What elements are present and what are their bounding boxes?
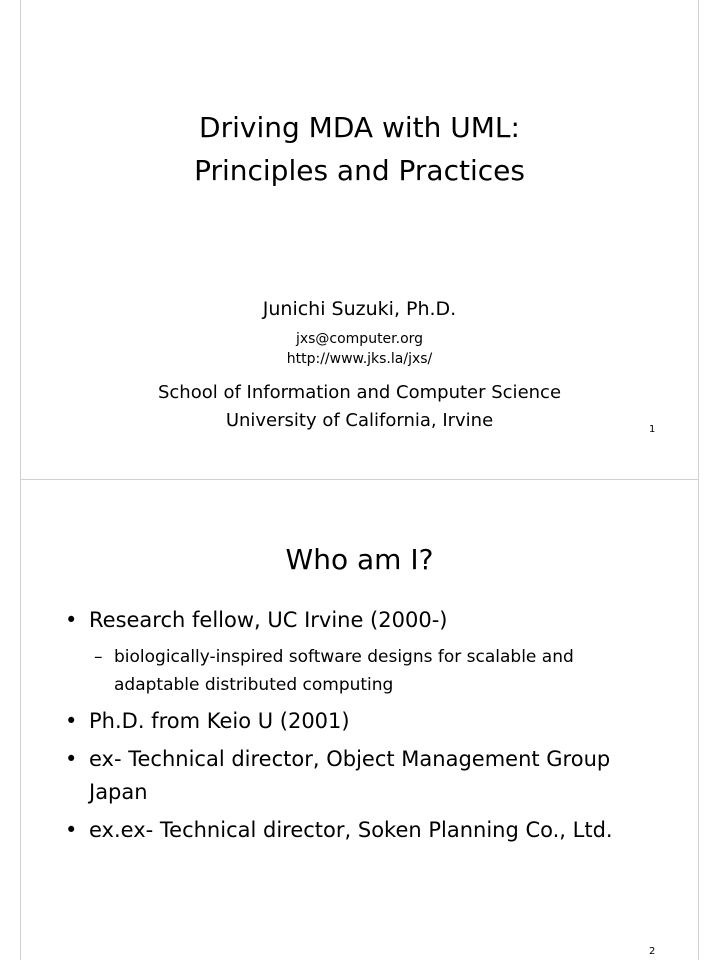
bullet-dot-icon: • bbox=[65, 709, 78, 733]
author-email: jxs@computer.org bbox=[295, 331, 424, 347]
bullet-item bbox=[65, 604, 448, 637]
page-number: 1 bbox=[649, 424, 656, 435]
bullet-text-line-2: Japan bbox=[89, 780, 148, 804]
slide-title: Who am I? bbox=[285, 543, 434, 576]
bullet-text: Research fellow, UC Irvine (2000-) bbox=[89, 608, 448, 632]
page-number: 2 bbox=[649, 946, 656, 957]
slide-2 bbox=[20, 480, 699, 960]
sub-bullet-item-continuation bbox=[114, 671, 393, 699]
sub-bullet-text-line-1: biologically-inspired software designs for scalable and bbox=[114, 647, 574, 667]
bullet-item bbox=[65, 743, 611, 776]
bullet-item bbox=[65, 814, 613, 847]
slide-1 bbox=[20, 0, 699, 480]
sub-bullet-text-line-2: adaptable distributed computing bbox=[114, 675, 394, 695]
bullet-text-line-1: ex- Technical director, Object Management Group bbox=[89, 747, 611, 771]
dash-icon: – bbox=[94, 647, 103, 667]
author-url: http://www.jks.la/jxs/ bbox=[286, 351, 433, 367]
slide-title-line-2: Principles and Practices bbox=[194, 154, 525, 187]
bullet-text: ex.ex- Technical director, Soken Planning Co., Ltd. bbox=[89, 818, 613, 842]
bullet-dot-icon: • bbox=[65, 818, 78, 842]
sub-bullet-item bbox=[94, 643, 574, 671]
university-name: University of California, Irvine bbox=[225, 410, 494, 431]
bullet-item-continuation bbox=[89, 776, 148, 809]
bullet-item bbox=[65, 705, 350, 738]
slide-title-line-1: Driving MDA with UML: bbox=[199, 111, 520, 144]
bullet-dot-icon: • bbox=[65, 608, 78, 632]
bullet-text: Ph.D. from Keio U (2001) bbox=[89, 709, 350, 733]
bullet-dot-icon: • bbox=[65, 747, 78, 771]
author-name: Junichi Suzuki, Ph.D. bbox=[262, 298, 457, 320]
school-name: School of Information and Computer Science bbox=[157, 382, 562, 403]
